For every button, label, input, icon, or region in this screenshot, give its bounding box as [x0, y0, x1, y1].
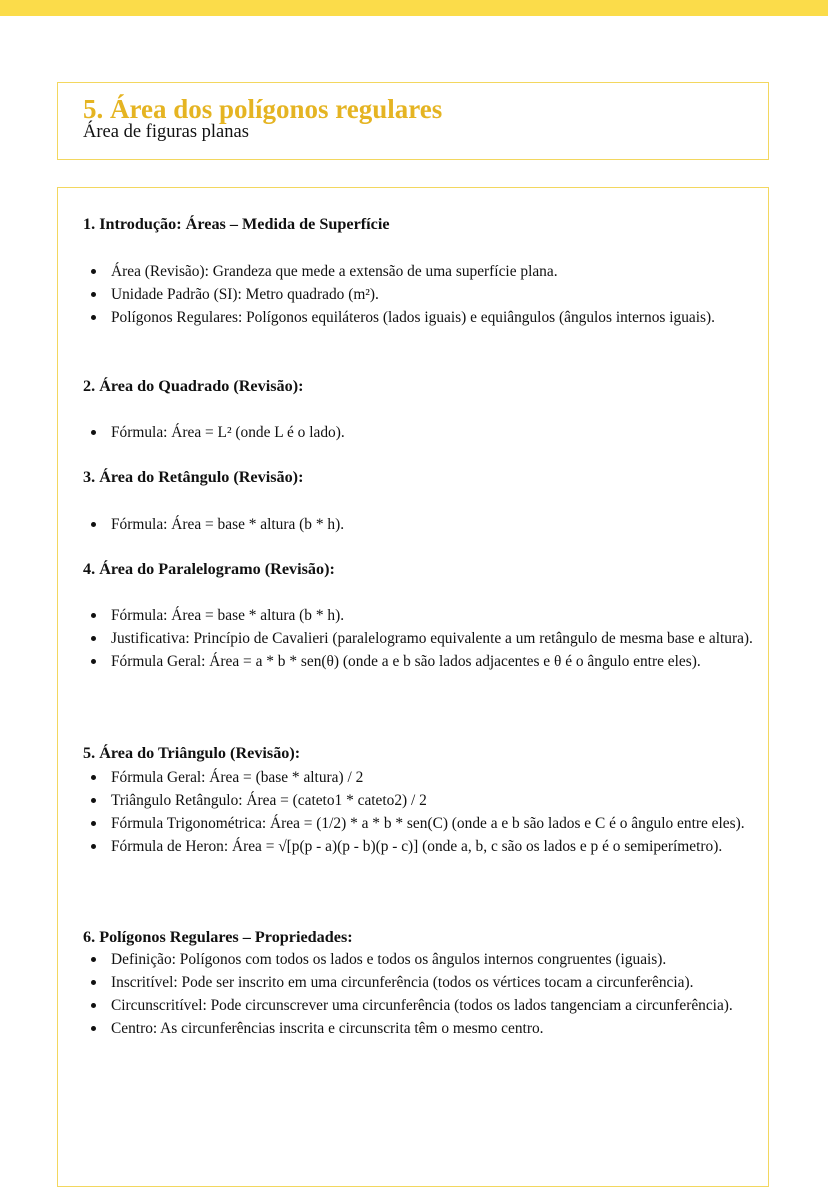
list-item: Triângulo Retângulo: Área = (cateto1 * cateto2) / 2 [83, 789, 755, 812]
list-item: Fórmula de Heron: Área = √[p(p - a)(p - b)(p - c)] (onde a, b, c são os lados e p é o semiperímetro). [83, 835, 755, 858]
section-list-introducao [83, 260, 755, 329]
list-item: Definição: Polígonos com todos os lados e todos os ângulos internos congruentes (iguais). [83, 948, 755, 971]
section-list-retangulo [83, 513, 755, 536]
list-item: Circunscritível: Pode circunscrever uma circunferência (todos os lados tangenciam a circunferência). [83, 994, 755, 1017]
list-item: Fórmula: Área = base * altura (b * h). [83, 604, 755, 627]
section-heading-quadrado: 2. Área do Quadrado (Revisão): [83, 377, 304, 395]
section-heading-paralelogramo: 4. Área do Paralelogramo (Revisão): [83, 560, 335, 578]
list-item: Unidade Padrão (SI): Metro quadrado (m²). [83, 283, 755, 306]
section-heading-retangulo: 3. Área do Retângulo (Revisão): [83, 468, 304, 486]
list-item: Justificativa: Princípio de Cavalieri (paralelogramo equivalente a um retângulo de mesma base e altura). [83, 627, 755, 650]
list-item: Fórmula: Área = base * altura (b * h). [83, 513, 755, 536]
list-item: Fórmula Trigonométrica: Área = (1/2) * a * b * sen(C) (onde a e b são lados e C é o ângulo entre eles). [83, 812, 755, 835]
list-item: Fórmula Geral: Área = a * b * sen(θ) (onde a e b são lados adjacentes e θ é o ângulo entre eles). [83, 650, 755, 673]
section-list-triangulo [83, 766, 755, 858]
section-heading-poligonos-regulares: 6. Polígonos Regulares – Propriedades: [83, 928, 353, 946]
section-list-quadrado [83, 421, 755, 444]
list-item: Inscritível: Pode ser inscrito em uma circunferência (todos os vértices tocam a circunferência). [83, 971, 755, 994]
top-accent-bar [0, 0, 828, 16]
section-heading-introducao: 1. Introdução: Áreas – Medida de Superfície [83, 215, 390, 233]
section-list-paralelogramo [83, 604, 755, 673]
page-title: 5. Área dos polígonos regulares [83, 94, 443, 124]
section-list-poligonos-regulares [83, 948, 755, 1040]
list-item: Área (Revisão): Grandeza que mede a extensão de uma superfície plana. [83, 260, 755, 283]
page-subtitle: Área de figuras planas [83, 122, 249, 142]
list-item: Fórmula Geral: Área = (base * altura) / 2 [83, 766, 755, 789]
list-item: Fórmula: Área = L² (onde L é o lado). [83, 421, 755, 444]
list-item: Polígonos Regulares: Polígonos equiláteros (lados iguais) e equiângulos (ângulos internos iguais). [83, 306, 755, 329]
section-heading-triangulo: 5. Área do Triângulo (Revisão): [83, 744, 301, 762]
title-box [57, 82, 769, 160]
list-item: Centro: As circunferências inscrita e circunscrita têm o mesmo centro. [83, 1017, 755, 1040]
notes-content [57, 187, 769, 1187]
